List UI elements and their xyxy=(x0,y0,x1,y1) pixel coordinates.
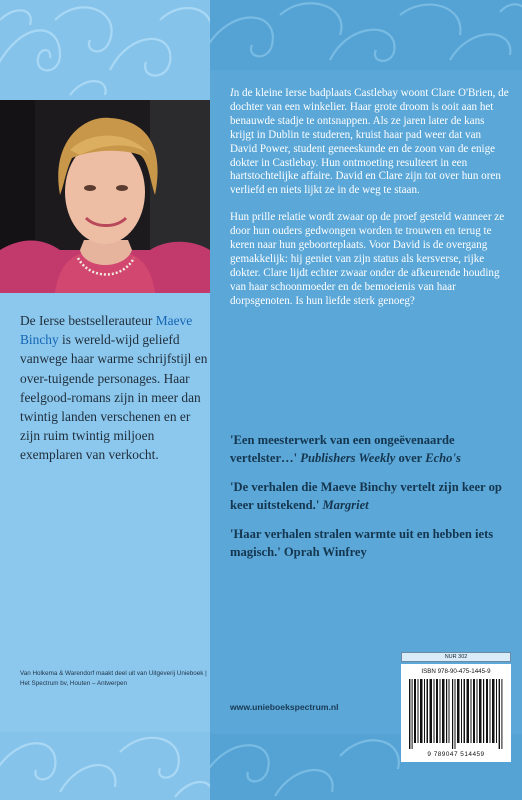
review-quote xyxy=(230,432,515,467)
quote-text: 'De verhalen die Maeve Binchy vertelt zijn keer op keer uitstekend.' xyxy=(230,480,502,512)
synopsis-paragraph xyxy=(230,87,510,198)
ornament-band-bottom-left xyxy=(0,732,210,800)
review-quote xyxy=(230,526,515,561)
quote-source: Oprah Winfrey xyxy=(283,544,367,559)
synopsis xyxy=(230,87,510,322)
bio-intro: De Ierse bestsellerauteur xyxy=(20,313,153,328)
ornament-band-top-left xyxy=(0,0,210,100)
synopsis-paragraph: Hun prille relatie wordt zwaar op de proef gesteld wanneer ze door hun ouders gedwongen worden te trouwen en terug te keren naar hun geboorteplaats. Voor David is de overgang gemakkelijk: hij geniet van zijn status als kersverse, rijke dokter. Clare lijdt echter zwaar onder de afkeurende houding van haar schoonmoeder en de bemoeienis van haar dorpsgenoten. Is hun liefde sterk genoeg? xyxy=(230,211,505,307)
barcode-digits: 9 789047 514459 xyxy=(427,751,485,758)
left-panel xyxy=(0,0,210,800)
quote-text: 'Een meesterwerk van een ongeëvenaarde vertelster…' xyxy=(230,433,455,465)
bio-text: is wereld-wijd geliefd vanwege haar warme schrijfstijl en over-tuigende personages. Haar feelgood-romans zijn in meer dan twintig landen verschenen en er zijn ruim twintig miljoen exemplaren van verkocht. xyxy=(20,332,208,463)
synopsis-text: n de kleine Ierse badplaats Castlebay woont Clare O'Brien, de dochter van een winkelier. Haar grote droom is ooit aan het benauwde stadje te ontsnappen. Als ze jaren later de kans krijgt in Dublin te studeren, kruist haar pad weer dat van David Power, student geneeskunde en de zoon van de enige dokter in Castlebay. Hun ontmoeting resulteert in een hartstochtelijke affaire. David en Clare zijn tot over hun oren verliefd en niets lijkt ze in de weg te staan. xyxy=(230,87,509,197)
ornament-band-top-right xyxy=(210,0,522,70)
author-bio xyxy=(20,311,208,465)
author-portrait-image xyxy=(0,100,210,293)
initial-letter: I xyxy=(230,87,234,99)
author-name: Maeve Binchy xyxy=(20,313,193,348)
review-quotes xyxy=(230,432,515,574)
nur-label: NUR 302 xyxy=(401,652,511,662)
flourish-ornament-icon xyxy=(0,732,210,800)
quote-source: Publishers Weekly xyxy=(300,450,396,465)
website-link[interactable]: www.unieboekspectrum.nl xyxy=(230,702,339,712)
barcode-area xyxy=(401,652,511,762)
author-photo xyxy=(0,100,210,293)
quote-work: Echo's xyxy=(425,450,461,465)
isbn-panel xyxy=(401,664,511,762)
quote-source: Margriet xyxy=(322,497,369,512)
barcode-icon xyxy=(409,679,503,749)
publisher-note: Van Holkema & Warendorf maakt deel uit van Uitgeverij Unieboek | Het Spectrum bv, Houten – Antwerpen xyxy=(20,670,207,687)
quote-text: 'Haar verhalen stralen warmte uit en hebben iets magisch.' xyxy=(230,527,494,559)
flourish-ornament-icon xyxy=(210,0,522,70)
isbn-number: ISBN 978-90-475-1445-9 xyxy=(421,668,491,675)
review-quote xyxy=(230,479,515,514)
flourish-ornament-icon xyxy=(0,0,210,100)
quote-connector: over xyxy=(395,450,426,465)
